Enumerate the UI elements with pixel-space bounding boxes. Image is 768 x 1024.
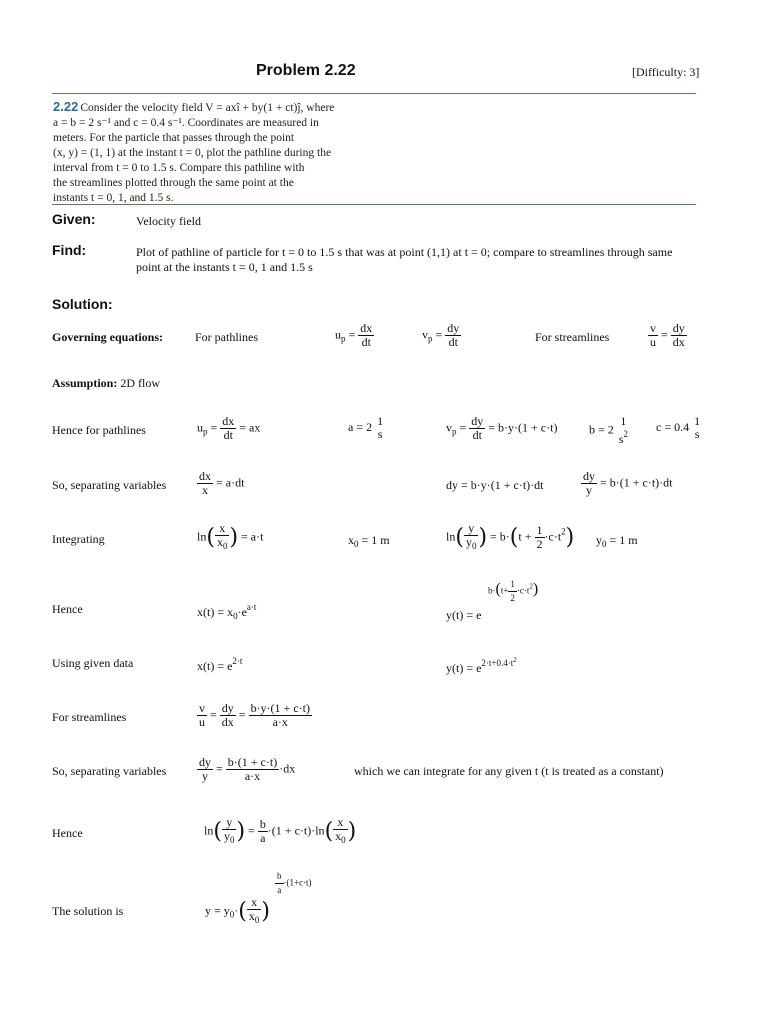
statement-line: Consider the velocity field V = axî + by(1 + ct)ĵ, where <box>80 102 335 114</box>
problem-statement <box>53 99 363 206</box>
ln-x-equation: ln( $\frac{x}{x_0}$ ) = a·t <box>197 521 264 551</box>
x-of-t: $x(t) = x_0\cdot e^{a\cdot t}$ <box>197 602 257 621</box>
hence-pathlines-label: Hence for pathlines <box>52 423 146 437</box>
top-rule <box>52 93 696 94</box>
find-label: Find: <box>52 242 87 258</box>
b-value: b = 2 1 $s^2$ <box>589 414 628 446</box>
difficulty-label: [Difficulty: 3] <box>632 65 700 79</box>
streamline-equation: $\frac{v}{u}$ = $\frac{dy}{dx}$ <box>650 321 685 349</box>
statement-line: a = b = 2 s⁻¹ and c = 0.4 s⁻¹. Coordinates are measured in <box>53 117 319 129</box>
separating2-label: So, separating variables <box>52 764 167 778</box>
pathlines-label: For pathlines <box>195 330 258 344</box>
integrating-label: Integrating <box>52 532 105 546</box>
streamline-separated: $\frac{dy}{y}$ = $\frac{b\cdot(1 + c\cdot t)}{a\cdot x}$ ·dx <box>199 755 296 783</box>
assumption-row <box>52 376 160 391</box>
solution-is-label: The solution is <box>52 904 124 918</box>
find-text-line2: point at the instants t = 0, 1 and 1.5 s <box>136 260 313 274</box>
hence2-label: Hence <box>52 826 83 840</box>
hence-label: Hence <box>52 602 83 616</box>
x0-value: $x_0 = 1$ m <box>348 533 390 549</box>
c-value: c = 0.4 1 s <box>656 414 701 441</box>
vp-equation: $v_p$ = $\frac{dy}{dt}$ <box>422 321 460 349</box>
statement-line: (x, y) = (1, 1) at the instant t = 0, plot the pathline during the <box>53 147 332 159</box>
integrate-note: which we can integrate for any given t (t is treated as a constant) <box>354 764 664 778</box>
problem-number: 2.22 <box>53 99 79 114</box>
bottom-rule <box>52 204 696 205</box>
streamline-solution: $\frac{b}{a}$ ·(1+c·t) $y = y_0\cdot$( $\frac{x}{x_0}$ ) <box>205 871 312 925</box>
given-label: Given: <box>52 211 96 227</box>
page-title: Problem 2.22 <box>256 62 356 79</box>
dy-separated: $\frac{dy}{y}$ = b·(1 + c·t)·dt <box>583 469 673 497</box>
up-ax-equation: $u_p$ = $\frac{dx}{dt}$ = ax <box>197 414 261 442</box>
assumption-label: Assumption: <box>52 376 118 390</box>
streamline-ratio: $\frac{v}{u}$ = $\frac{dy}{dx}$ = $\frac{b\cdot y\cdot(1 + c\cdot t)}{a\cdot x}$ <box>199 701 310 729</box>
a-value: a = 2 1 s <box>348 414 384 441</box>
streamline-ln-equation: ln( $\frac{y}{y_0}$ ) = $\frac{b}{a}$ ·(1 + c·t)·ln( $\frac{x}{x_0}$ ) <box>204 815 357 845</box>
statement-line: meters. For the particle that passes through the point <box>53 132 295 144</box>
assumption-text: 2D flow <box>120 376 161 390</box>
up-equation: $u_p$ = $\frac{dx}{dt}$ <box>335 321 373 349</box>
dy-equation: dy = b·y·(1 + c·t)·dt <box>446 478 544 492</box>
y0-value: $y_0 = 1$ m <box>596 533 638 549</box>
ln-y-equation: ln( $\frac{y}{y_0}$ ) = b·(t + $\frac{1}{2}$ $\cdot c\cdot t^2$) <box>446 521 575 551</box>
given-text: Velocity field <box>136 214 201 228</box>
separating-label: So, separating variables <box>52 478 167 492</box>
statement-line: the streamlines plotted through the same point at the <box>53 177 294 189</box>
given-data-label: Using given data <box>52 656 134 670</box>
y-of-t: b·(t+ $\frac{1}{2}$ $\cdot c\cdot t^2$) y(t) = e <box>446 579 539 622</box>
statement-line: interval from t = 0 to 1.5 s. Compare this pathline with <box>53 162 305 174</box>
solution-label: Solution: <box>52 296 113 312</box>
vp-byct-equation: $v_p$ = $\frac{dy}{dt}$ = b·y·(1 + c·t) <box>446 414 558 442</box>
governing-label: Governing equations: <box>52 330 164 344</box>
x-of-t-numeric: $x(t) = e^{2\cdot t}$ <box>197 656 243 673</box>
statement-line: instants t = 0, 1, and 1.5 s. <box>53 192 174 204</box>
for-streamlines-label: For streamlines <box>52 710 127 724</box>
streamlines-label: For streamlines <box>535 330 610 344</box>
y-of-t-numeric: $y(t) = e^{2\cdot t+0.4\cdot t^2}$ <box>446 656 517 675</box>
dx-separated: $\frac{dx}{x}$ = a·dt <box>199 469 245 497</box>
find-text-line1: Plot of pathline of particle for t = 0 to 1.5 s that was at point (1,1) at t = 0; compare to streamlines through same <box>136 245 673 259</box>
